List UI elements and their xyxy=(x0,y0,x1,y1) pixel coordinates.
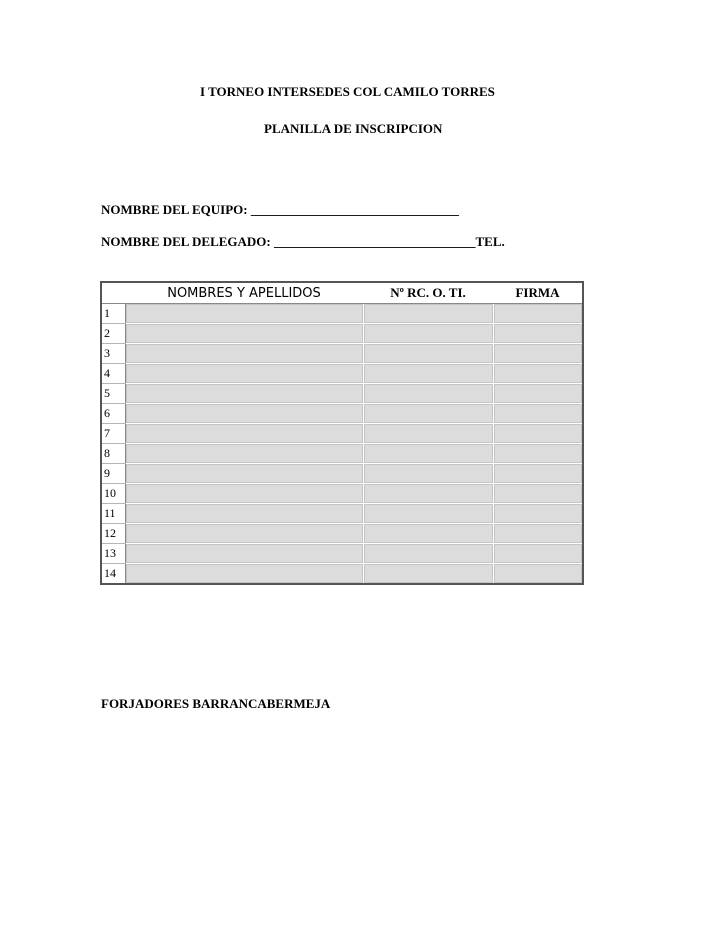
document-title: I TORNEO INTERSEDES COL CAMILO TORRES xyxy=(200,84,495,99)
table-row xyxy=(101,424,583,444)
id-cell[interactable] xyxy=(363,444,493,464)
row-number: 9 xyxy=(101,464,125,484)
table-row xyxy=(101,344,583,364)
row-number: 14 xyxy=(101,564,125,585)
row-number: 8 xyxy=(101,444,125,464)
name-cell[interactable] xyxy=(125,384,363,404)
id-cell[interactable] xyxy=(363,524,493,544)
column-header-id: Nº RC. O. TI. xyxy=(363,282,493,304)
name-cell[interactable] xyxy=(125,304,363,324)
row-number: 3 xyxy=(101,344,125,364)
name-cell[interactable] xyxy=(125,424,363,444)
footer-text: FORJADORES BARRANCABERMEJA xyxy=(101,696,331,711)
table-row xyxy=(101,464,583,484)
row-number: 5 xyxy=(101,384,125,404)
row-number: 7 xyxy=(101,424,125,444)
signature-cell[interactable] xyxy=(493,424,583,444)
row-number: 4 xyxy=(101,364,125,384)
id-cell[interactable] xyxy=(363,564,493,585)
signature-cell[interactable] xyxy=(493,484,583,504)
signature-cell[interactable] xyxy=(493,564,583,585)
name-cell[interactable] xyxy=(125,444,363,464)
name-cell[interactable] xyxy=(125,324,363,344)
name-cell[interactable] xyxy=(125,524,363,544)
team-name-field: NOMBRE DEL EQUIPO: ________________________________ xyxy=(101,202,459,217)
name-cell[interactable] xyxy=(125,404,363,424)
name-cell[interactable] xyxy=(125,364,363,384)
table-row xyxy=(101,444,583,464)
delegate-name-field: NOMBRE DEL DELEGADO: _______________________________TEL. xyxy=(101,234,505,249)
id-cell[interactable] xyxy=(363,484,493,504)
table-row xyxy=(101,324,583,344)
column-header-names: NOMBRES Y APELLIDOS xyxy=(125,282,363,304)
row-number: 6 xyxy=(101,404,125,424)
signature-cell[interactable] xyxy=(493,504,583,524)
signature-cell[interactable] xyxy=(493,524,583,544)
table-row xyxy=(101,504,583,524)
table-row xyxy=(101,384,583,404)
id-cell[interactable] xyxy=(363,324,493,344)
table-header-row xyxy=(101,282,583,304)
table-body xyxy=(101,304,583,585)
table-row xyxy=(101,564,583,585)
name-cell[interactable] xyxy=(125,464,363,484)
signature-cell[interactable] xyxy=(493,464,583,484)
signature-cell[interactable] xyxy=(493,384,583,404)
name-cell[interactable] xyxy=(125,344,363,364)
id-cell[interactable] xyxy=(363,364,493,384)
row-number: 1 xyxy=(101,304,125,324)
id-cell[interactable] xyxy=(363,424,493,444)
name-cell[interactable] xyxy=(125,564,363,585)
id-cell[interactable] xyxy=(363,544,493,564)
row-number: 12 xyxy=(101,524,125,544)
id-cell[interactable] xyxy=(363,404,493,424)
signature-cell[interactable] xyxy=(493,324,583,344)
document-subtitle: PLANILLA DE INSCRIPCION xyxy=(264,121,443,136)
table-row xyxy=(101,544,583,564)
table-row xyxy=(101,304,583,324)
name-cell[interactable] xyxy=(125,504,363,524)
column-header-number xyxy=(101,282,125,304)
signature-cell[interactable] xyxy=(493,544,583,564)
id-cell[interactable] xyxy=(363,504,493,524)
name-cell[interactable] xyxy=(125,544,363,564)
table-row xyxy=(101,404,583,424)
row-number: 11 xyxy=(101,504,125,524)
table-row xyxy=(101,484,583,504)
signature-cell[interactable] xyxy=(493,364,583,384)
id-cell[interactable] xyxy=(363,344,493,364)
signature-cell[interactable] xyxy=(493,444,583,464)
row-number: 2 xyxy=(101,324,125,344)
id-cell[interactable] xyxy=(363,304,493,324)
id-cell[interactable] xyxy=(363,464,493,484)
name-cell[interactable] xyxy=(125,484,363,504)
row-number: 10 xyxy=(101,484,125,504)
id-cell[interactable] xyxy=(363,384,493,404)
table-row xyxy=(101,524,583,544)
signature-cell[interactable] xyxy=(493,344,583,364)
signature-cell[interactable] xyxy=(493,304,583,324)
registration-table xyxy=(100,281,584,585)
column-header-signature: FIRMA xyxy=(493,282,583,304)
row-number: 13 xyxy=(101,544,125,564)
signature-cell[interactable] xyxy=(493,404,583,424)
table-row xyxy=(101,364,583,384)
